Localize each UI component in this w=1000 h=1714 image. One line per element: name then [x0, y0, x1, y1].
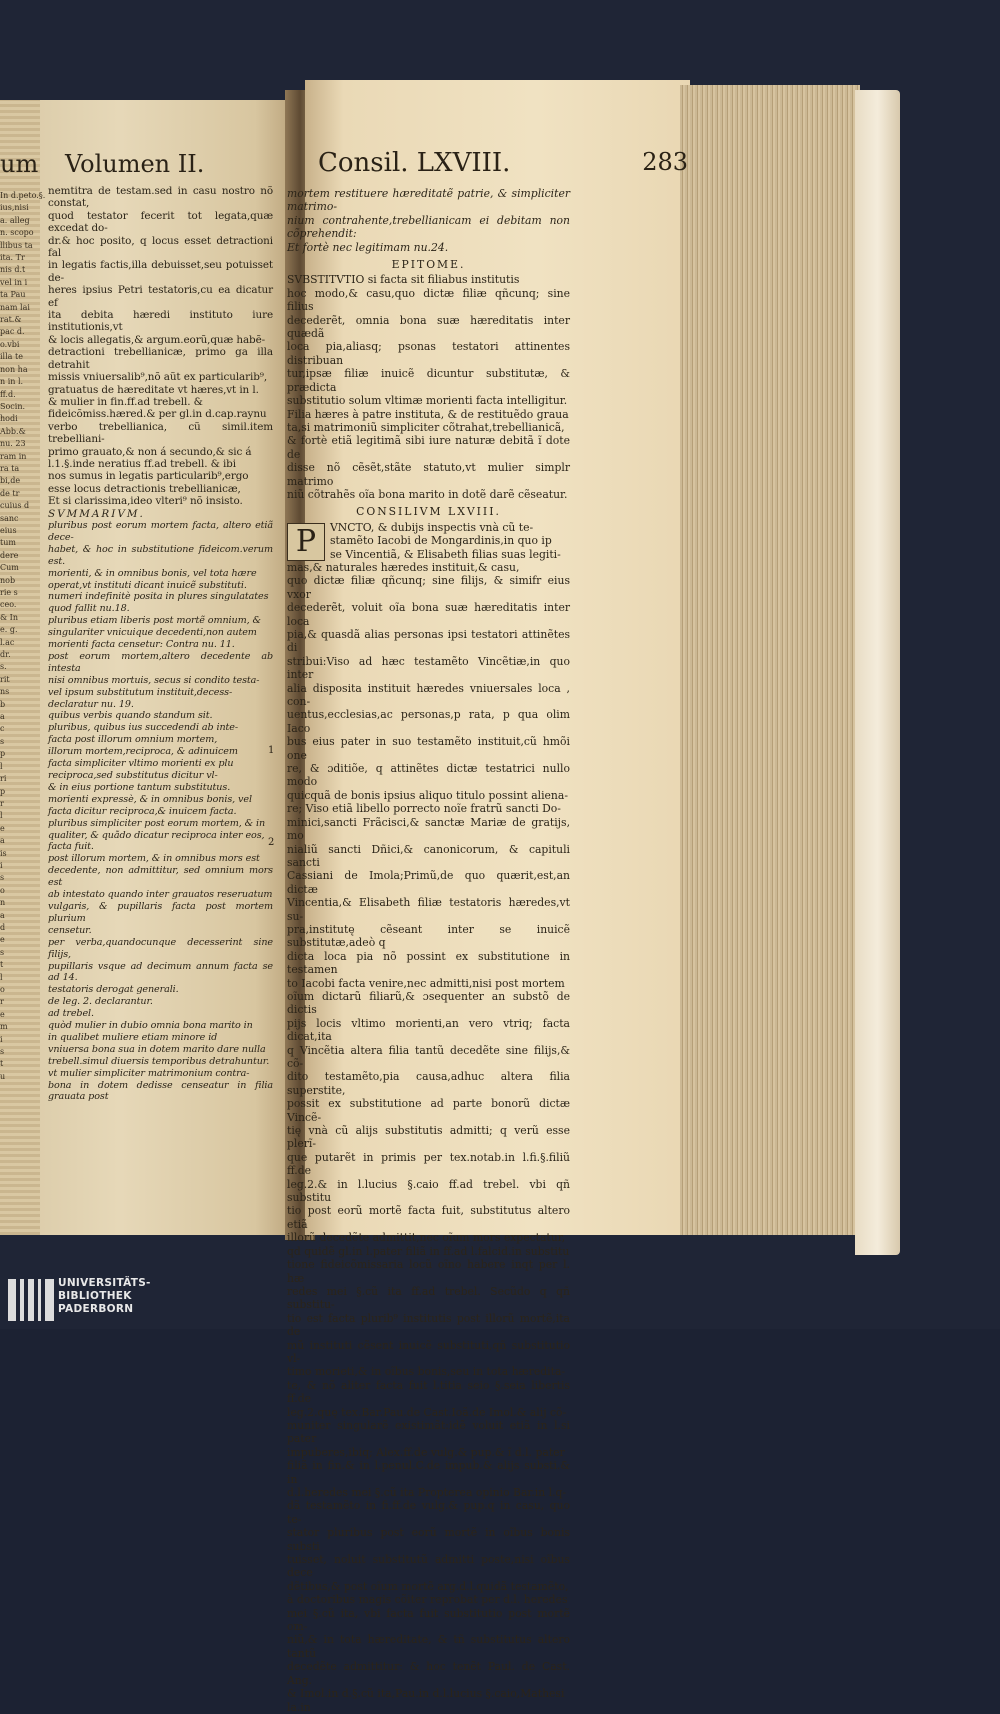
margin-fragment: e — [0, 1009, 5, 1019]
body-line: pra,institutę cẽseant inter se inuicẽ substitutæ,adeò q — [287, 922, 570, 950]
summary-line: morienti facta censetur: Contra nu. 11. — [48, 639, 235, 651]
margin-fragment: dr. — [0, 650, 11, 660]
logo-line-3: PADERBORN — [58, 1303, 134, 1315]
summary-line: pluribus etiam liberis post mortẽ omnium, & — [48, 615, 261, 627]
text-line: nos sumus in legatis particularib⁹,ergo — [48, 470, 249, 483]
text-line: detractioni trebellianicæ, primo ga illa detrahit — [48, 346, 273, 371]
summary-line: & in eius portione tantum substitutus. — [48, 781, 231, 793]
body-line: q Vincẽtia altera filia tantũ decedẽte sine filijs,& cõ- — [287, 1043, 570, 1070]
italic-line: nium contrahente,trebellianicam ei debitam non cõprehendit: — [287, 213, 570, 241]
margin-fragment: l — [0, 761, 3, 771]
margin-fragment: s. — [0, 662, 7, 672]
margin-fragment: m — [0, 1022, 8, 1032]
body-line: la.in — [287, 1700, 311, 1714]
margin-fragment: bi,de — [0, 476, 21, 486]
margin-fragment: llibus ta — [0, 240, 33, 250]
margin-fragment: nu. 23 — [0, 439, 26, 449]
summary-line: facta post illorum omnium mortem, — [48, 734, 218, 746]
body-line: mas,& naturales hæredes instituit,& casu, — [287, 560, 520, 574]
margin-fragment: p — [0, 786, 6, 796]
body-line: re, & ɔditiõe, q attinẽtes dictæ testatrici nullo modo — [287, 762, 570, 789]
margin-fragment: r — [0, 798, 4, 808]
margin-fragment: rit — [0, 674, 10, 684]
body-line: bus eius pater in suo testamẽto instituit,cũ hmõi one — [287, 735, 570, 762]
body-line: tuisset, noluit substitutũ admitti poste,nisi oĩbus dece — [287, 1553, 570, 1580]
text-line: in legatis factis,illa debuisset,seu potuisset de- — [48, 259, 273, 284]
body-line: que putarẽt in primis per tex.notab.in l.fi.§.filiũ ff.de — [287, 1150, 570, 1178]
body-line: leg.2.quę tex.Bar.Pau.de Cast.Ioã.de Imol.& alij cõ- — [287, 1405, 567, 1419]
epitome-line: & fortè etiã legitimã sibi iure naturæ debitã ĩ dote de — [287, 434, 570, 461]
summary-line: vulgaris, & pupillaris facta post mortem plurium — [48, 900, 273, 924]
body-line: niũ,& in tota hæreditate, & tñ substitutus altero tantũ — [287, 1633, 570, 1660]
summary-line: qualiter, & quãdo dicatur reciproca inter eos, — [48, 829, 265, 841]
body-line: quo dictæ filiæ qñcunq; sine filijs, & simifr eius vxor — [287, 574, 570, 601]
summary-line: censetur. — [48, 924, 92, 936]
margin-fragment: dere — [0, 550, 19, 560]
body-line: to Iacobi facta venire,nec admitti,nisi post mortem — [287, 976, 565, 990]
text-line: dr.& hoc posito, q locus esset detractioni fal — [48, 234, 273, 260]
summary-line: de leg. 2. declarantur. — [48, 996, 153, 1008]
summary-line: pluribus post eorum mortem facta, altero etiã dece- — [48, 519, 273, 543]
body-line: nialiũ sancti Dñici,& canonicorum, & capituli sancti — [287, 842, 570, 869]
body-line: d.l.heredes mei §.cũ ita Propterea opinio Bar.in l.q- — [287, 1486, 567, 1499]
margin-fragment: n — [0, 898, 6, 908]
margin-fragment: a — [0, 910, 5, 920]
epitome-line: ta,si matrimoniũ simpliciter cõtrahat,trebellianicã, — [287, 420, 565, 434]
margin-fragment: l — [0, 972, 3, 982]
library-logo-icon — [8, 1279, 54, 1321]
summary-line: in qualibet muliere etiam minore id — [48, 1031, 218, 1043]
summary-line: vt mulier simpliciter matrimonium contra- — [48, 1067, 250, 1079]
summary-line: bona in dotem dedisse censeatur in filia grauata post — [48, 1079, 273, 1103]
margin-fragment: nam lai — [0, 302, 30, 312]
margin-fragment: Cum — [0, 563, 19, 573]
right-page-header — [318, 148, 688, 178]
epitome-line: SVBSTITVTIO si facta sit filiabus institutis — [287, 273, 520, 287]
margin-fragment: rie s — [0, 588, 18, 597]
text-line: & mulier in fin.ff.ad trebell. & — [48, 395, 203, 408]
decorated-initial: P — [287, 523, 325, 561]
text-line: ita debita hæredi instituto iure institutionis,vt — [48, 309, 273, 334]
margin-fragment: ceo. — [0, 600, 17, 610]
summary-line: ab intestato quando inter grauatos reseruatum — [48, 889, 273, 901]
summary-line: per verba,quandocunque decesserint sine filijs, — [48, 936, 273, 960]
body-line: se Vincentiã, & Elisabeth filias suas legiti- — [330, 547, 561, 561]
logo-line-2: BIBLIOTHEK — [58, 1290, 132, 1302]
summary-line: post eorum mortem,altero decedente ab intesta — [48, 650, 273, 674]
margin-fragment: s — [0, 1047, 5, 1057]
body-line: alia disposita instituit hæredes vniuersales loca , con- — [287, 681, 570, 709]
body-line: possit ex substitutione ad parte bonorũ dictæ Vincẽ- — [287, 1097, 570, 1124]
text-line: quod testator fecerit tot legata,quæ excedat do- — [48, 209, 273, 235]
summary-line: illorum mortem,reciproca, & adinuicem — [48, 746, 238, 758]
margin-fragment: l.ac — [0, 637, 15, 647]
margin-fragment: b — [0, 699, 6, 709]
summary-line: vel ipsum substitutum instituit,decess- — [48, 686, 233, 698]
margin-fragment: t — [0, 960, 4, 970]
summary-line: quibus verbis quando standum sit. — [48, 710, 213, 722]
summary-line: facta dicitur reciproca,& inuicem facta. — [48, 805, 237, 817]
italic-line: mortem restituere hæreditatẽ patrie, & simpliciter matrimo- — [287, 187, 570, 214]
header-fragment: um — [0, 150, 39, 178]
margin-fragment: cuius d — [0, 501, 30, 511]
body-line: pijs locis vltimo morienti,an vero vtriq; facta dicat,ita — [287, 1016, 570, 1044]
body-line: decederẽt, voluit oĩa bona suæ hæreditatis inter loca — [287, 601, 570, 628]
margin-fragment: n in l. — [0, 377, 24, 387]
margin-fragment: ff.d. — [0, 389, 16, 399]
left-body-lines — [48, 185, 273, 508]
consilium-title: CONSILIVM LXVIII. — [356, 505, 501, 519]
logo-line-1: UNIVERSITÄTS- — [58, 1277, 151, 1289]
body-line: qd quidẽ gl.in l.pater filiã in ff.ad l.falcid.in substitu — [287, 1244, 570, 1258]
body-line: à doctoribus magis cõiter reprobat per d.l. heredes — [287, 1593, 568, 1607]
body-line: uentus,ecclesias,ac personas,p rata, p qua olim Iaco — [287, 708, 570, 735]
body-line: dicta loca pia nõ possint ex substitutione in testamen — [287, 949, 570, 977]
body-line: timo morieti,& in oĩbus bonis,seu in tota hæredita- — [287, 1365, 566, 1379]
summary-line: reciproca,sed substitutus dicitur vl- — [48, 770, 218, 781]
margin-fragment: ta Pau — [0, 290, 26, 300]
summary-line: quod fallit nu.18. — [48, 603, 130, 615]
library-logo-text — [58, 1277, 151, 1316]
epitome-line: tur,ipsæ filiæ inuicẽ dicuntur substitutæ, & prædicta — [287, 367, 570, 394]
body-line: oĩum dictarũ filiarũ,& ɔsequenter an substõ de dictis — [287, 989, 570, 1017]
summary-line: post illorum mortem, & in omnibus mors est — [48, 853, 260, 865]
consilium-body-lines — [287, 521, 570, 1714]
margin-fragment: hodi — [0, 414, 18, 424]
margin-fragment: a. alleg — [0, 215, 30, 225]
epitome-lines — [287, 273, 570, 501]
text-line: heres ipsius Petri testatoris,cu ea dicatur ef — [48, 284, 273, 309]
body-line: leg.2.& in l.lucius §.caio ff.ad trebel. vbi qñ substitu — [287, 1177, 570, 1205]
margin-number-2: 2 — [268, 837, 275, 848]
margin-fragment: de tr — [0, 488, 20, 498]
margin-fragment: i — [0, 860, 3, 870]
summary-line: morienti, & in omnibus bonis, vel tota hære — [48, 567, 257, 579]
margin-fragment: nob — [0, 575, 16, 585]
body-line: mũ instituti cẽsent inuicẽ substituti,qñ substitutio vl- — [287, 1338, 570, 1365]
body-line: illorũ decedẽte admittit,nec oĩum mors expectatur, — [287, 1231, 566, 1245]
summary-line: operat,vt instituti dicant inuicẽ substituti. — [48, 579, 247, 591]
margin-fragment: u — [0, 1071, 6, 1081]
margin-fragment: sanc — [0, 513, 19, 523]
margin-fragment: ra ta — [0, 463, 20, 473]
body-line: stamẽto Iacobi de Mongardinis,in quo ip — [330, 534, 552, 548]
summary-line: trebell.simul diuersis temporibus detrahuntur. — [48, 1055, 270, 1067]
summary-line: pupillaris vsque ad decimum annum facta se ad 14. — [48, 960, 273, 984]
body-line: quicquã de bonis ipsius aliquo titulo possint aliena- — [287, 788, 568, 802]
margin-fragment: e. g. — [0, 625, 18, 635]
right-page-text — [287, 187, 570, 1714]
epitome-line: niũ cõtrahẽs oĩa bona marito in dotẽ darẽ cẽseatur. — [287, 487, 568, 501]
margin-fragment: o — [0, 985, 5, 994]
text-line: l.1.§.inde neratius ff.ad trebell. & ibi — [48, 457, 236, 470]
margin-fragment: ita. Tr — [0, 253, 25, 263]
summary-line: ad trebel. — [48, 1008, 94, 1020]
epitome-line: disse nõ cẽsẽt,stãte statuto,vt mulier simplr matrimo — [287, 461, 570, 488]
body-line: redes mei §.cũ ita ff.ad trebel. Secũdo q qñ substitu- — [287, 1284, 570, 1312]
epitome-line: loca pia,aliasq; psonas testatori attinentes distribuan — [287, 340, 570, 367]
margin-fragment: e — [0, 935, 5, 945]
text-line: fideicõmiss.hæred.& per gl.in d.cap.raynu — [48, 408, 267, 421]
summary-line: declaratur nu. 19. — [48, 698, 134, 710]
summary-lines — [48, 520, 273, 1103]
margin-fragment: a — [0, 836, 5, 846]
body-line: & Imol.in d.§.cũ ita,Pau.in d.l.lucius §.caio,Mathesi — [287, 1687, 565, 1701]
margin-fragment: c — [0, 724, 5, 734]
body-line: dã testamẽto in fi.ff.de vulg.& pup.q in casu, quo te- — [287, 1499, 570, 1526]
margin-fragment: is — [0, 848, 7, 858]
margin-fragment: & In — [0, 612, 18, 622]
body-line: minici,sancti Frãcisci,& sanctæ Mariæ de gratijs, mo — [287, 815, 570, 843]
margin-fragment: Socin. — [0, 401, 26, 411]
page-fore-edge — [680, 85, 860, 1235]
library-logo — [8, 1277, 168, 1325]
epitome-line: substitutio solum vltimæ morienti facta intelligitur. — [287, 394, 568, 408]
left-margin-fragments — [0, 190, 47, 1120]
book-cover-edge — [855, 90, 900, 1255]
body-line: tio post eorũ mortẽ facta fuit, substitutus altero etiã — [287, 1204, 570, 1231]
summary-line: facta simpliciter vltimo morienti ex plu — [48, 758, 234, 770]
summary-line: facta fuit. — [48, 841, 94, 853]
body-line: tię vnà cũ alijs substitutis admitti; q verũ esse plerĩ- — [287, 1124, 570, 1151]
summary-line: quòd mulier in dubio omnia bona marito in — [48, 1020, 253, 1032]
margin-fragment: a — [0, 712, 5, 722]
text-line: & locis allegatis,& argum.eorũ,quæ habẽ- — [48, 333, 266, 346]
text-line: gratuatus de hæreditate vt hæres,vt in l. — [48, 383, 259, 396]
margin-fragment: e — [0, 823, 5, 833]
margin-fragment: pac d. — [0, 327, 25, 337]
margin-fragment: tum — [0, 538, 16, 548]
margin-fragment: r — [0, 997, 4, 1007]
margin-fragment: nis d.t — [0, 265, 26, 275]
body-line: dẽtibus,& post oĩum mortẽ arg.d.l.quidã testamẽto, — [287, 1579, 569, 1593]
margin-fragment: n. scopo — [0, 228, 34, 238]
margin-fragment: o.vbi — [0, 339, 20, 349]
summary-line: pluribus, quibus ius succedendi ab inte- — [48, 722, 239, 734]
page-number: 283 — [642, 148, 688, 176]
volume-title: Volumen II. — [65, 150, 205, 178]
top-italic-lines — [287, 187, 570, 254]
summary-title: SVMMARIVM. — [48, 507, 145, 520]
body-line: stator pluribus post eorũ mortẽ in oĩbus bonis substi — [287, 1526, 570, 1553]
epitome-line: Filia hæres à patre instituta, & de restituẽdo graua — [287, 407, 569, 421]
margin-fragment: d — [0, 922, 6, 932]
body-line: mei §.cũ ita, vbi facta fuit substitutio post mortẽ om- — [287, 1606, 570, 1634]
summary-line: vniuersa bona sua in dotem marito dare nulla — [48, 1043, 266, 1055]
text-line: primo grauato,& non á secundo,& sic á — [48, 445, 252, 458]
body-line: muniter singularẽ existimãt:idẽ voluit etiã in l.si pater — [287, 1418, 570, 1446]
text-line: Et si clarissima,ideo vlteri⁹ nõ insisto. — [48, 495, 243, 508]
margin-fragment: s — [0, 873, 5, 883]
summary-line: singulariter vnicuique decedenti,non autem — [48, 627, 257, 639]
body-line: VNCTO, & dubijs inspectis vnà cũ te- — [330, 520, 534, 534]
body-line: pia,& quasdã alias personas ipsi testatori attinẽtes di — [287, 628, 570, 655]
body-line: Vincentia,& Elisabeth filiæ testatoris hæredes,vt su- — [287, 896, 570, 923]
margin-fragment: In d.peto.§. — [0, 191, 46, 200]
margin-fragment: l — [0, 811, 3, 821]
body-line: te, & nõ aliter facta fuit l.titia seio §.seia libertis ff.de — [287, 1378, 570, 1406]
margin-fragment: i — [0, 1034, 3, 1044]
summary-line: numeri indefinitè posita in plures singulatates — [48, 591, 269, 603]
body-line: Cassiani de Imola;Primũ,de quo quærit,est,an dictæ — [287, 869, 570, 896]
margin-fragment: illa te — [0, 352, 23, 362]
summary-line: morienti expressè, & in omnibus bonis, vel — [48, 793, 252, 805]
margin-fragment: t — [0, 1059, 4, 1069]
margin-fragment: ri — [0, 774, 7, 784]
margin-fragment: ius,nisi — [0, 203, 29, 213]
margin-fragment: eius — [0, 525, 17, 535]
epitome-title: EPITOME. — [391, 258, 466, 272]
summary-line: nisi omnibus mortuis, secus si condito testa- — [48, 674, 260, 686]
text-line: nemtitra de testam.sed in casu nostro nõ constat, — [48, 185, 273, 210]
body-line: impuberes,ibiq; Alex.ff.de vulg.& pup.& ĩ d.l. pater — [287, 1445, 565, 1459]
margin-fragment: s — [0, 947, 5, 957]
body-line: tione fideicõmissaria locũ oĩno habere inqt per l. hæ — [287, 1258, 570, 1285]
margin-fragment: ram in — [0, 451, 27, 461]
text-line: missis vniuersalib⁹,nõ aũt ex particularib⁹, — [48, 371, 268, 384]
summary-line: pluribus simpliciter post eorum mortem, & in — [48, 817, 266, 829]
margin-fragment: rat.& — [0, 315, 22, 325]
text-line: esse locus detractionis trebellianicæ, — [48, 482, 241, 495]
body-line: filiã in fin.& in l.penul.C.de impub.& alijs substi.& in — [287, 1459, 570, 1486]
epitome-line: decederẽt, omnia bona suæ hæreditatis inter quædã — [287, 313, 570, 341]
body-line: dito testamẽto,pia causa,adhuc altera filia superstite, — [287, 1070, 570, 1097]
summary-line: decedente, non admittitur, sed omnium mors est — [48, 865, 273, 889]
body-line: re; Viso etiã libello porrecto noĩe fratrũ sancti Do- — [287, 802, 561, 816]
margin-fragment: ns — [0, 687, 10, 697]
body-line: stribui:Viso ad hæc testamẽto Vincẽtiæ,in quo inter — [287, 654, 570, 682]
epitome-line: hoc modo,& casu,quo dictæ filiæ qñcunq; sine filius — [287, 286, 570, 314]
margin-fragment: p — [0, 749, 6, 759]
consilium-header: Consil. LXVIII. — [318, 148, 511, 178]
margin-fragment: o — [0, 885, 5, 895]
summary-line: habet, & hoc in substitutione fideicom.verum est. — [48, 543, 273, 567]
margin-fragment: Abb.& — [0, 426, 26, 436]
margin-fragment: vel in i — [0, 277, 28, 287]
summary-line: testatoris derogat generali. — [48, 984, 179, 996]
body-line: tio est facta plurib⁹ institutis post illorũ mortẽ,ita de — [287, 1311, 570, 1339]
text-line: verbo trebellianica, cũ simil.item trebelliani- — [48, 420, 273, 446]
margin-number-1: 1 — [268, 745, 275, 756]
margin-fragment: non ha — [0, 364, 28, 374]
italic-line: Et fortè nec legitimam nu.24. — [287, 240, 449, 254]
margin-fragment: s — [0, 736, 5, 746]
body-line: decedẽte admittitur: & hoc tenẽt Paul. de Cast. Ang. — [287, 1660, 570, 1687]
left-page-text — [48, 185, 273, 1103]
